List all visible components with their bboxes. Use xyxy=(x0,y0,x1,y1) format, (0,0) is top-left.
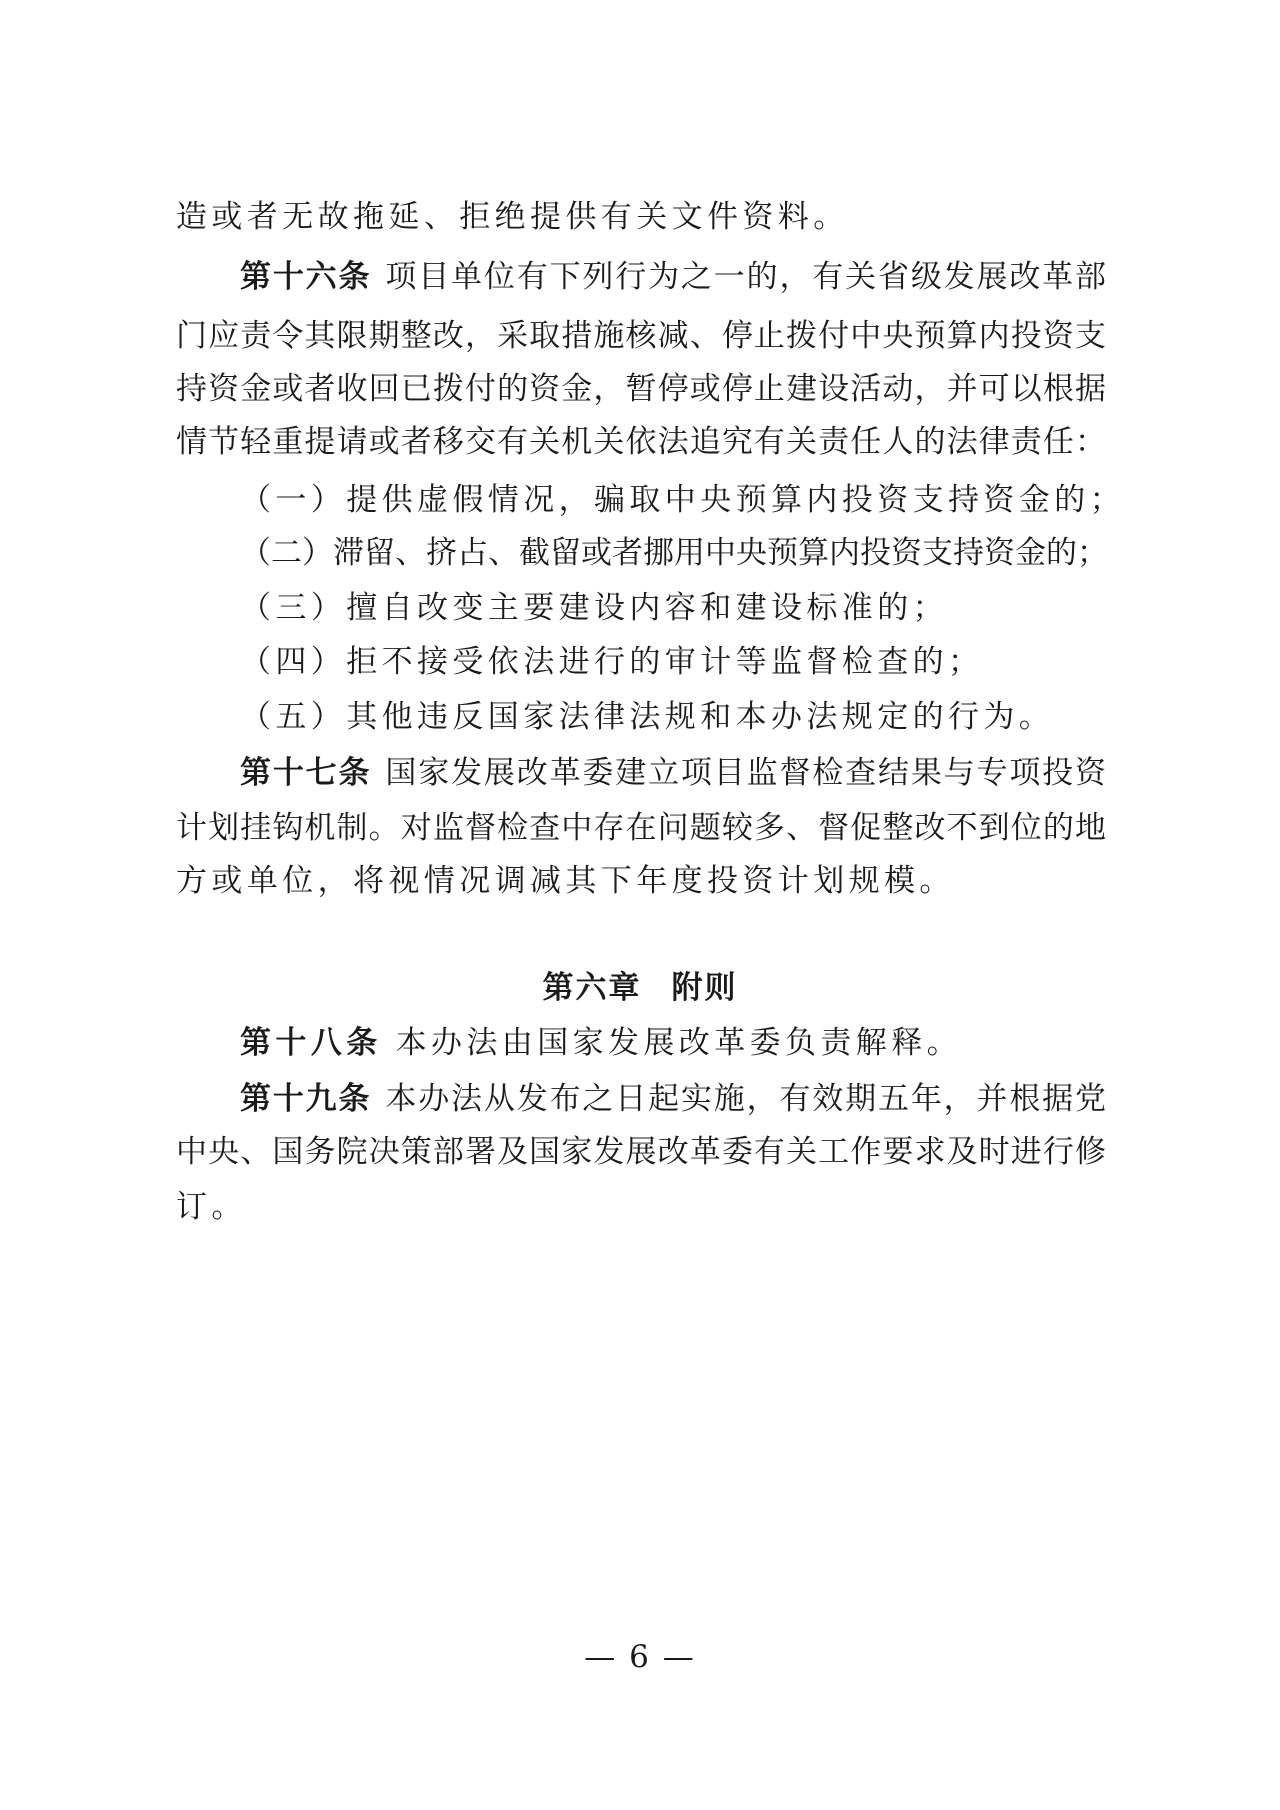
text-line: 项目单位有下列行为之一的，有关省级发展改革部 xyxy=(385,259,1107,295)
page-number: — 6 — xyxy=(584,1639,696,1675)
article-16-first-line xyxy=(240,257,1106,297)
text-line: 中央、国务院决策部署及国家发展改革委有关工作要求及时进行修 xyxy=(176,1134,1106,1170)
text-line: 本办法由国家发展改革委负责解释。 xyxy=(395,1025,963,1061)
text-line: 订。 xyxy=(176,1189,247,1225)
article-19-number: 第十九条 xyxy=(240,1081,372,1117)
article-17-number: 第十七条 xyxy=(240,755,372,791)
list-item: （四）拒不接受依法进行的审计等监督检查的； xyxy=(240,644,984,680)
article-19-first-line xyxy=(240,1079,1106,1119)
list-item: （三）擅自改变主要建设内容和建设标准的； xyxy=(240,590,948,626)
list-item: （一）提供虚假情况，骗取中央预算内投资支持资金的； xyxy=(240,482,1125,518)
text-line: 方或单位，将视情况调减其下年度投资计划规模。 xyxy=(176,863,955,899)
chapter-heading xyxy=(0,968,1280,1008)
article-18-number: 第十八条 xyxy=(240,1025,382,1061)
text-line: 门应责令其限期整改，采取措施核减、停止拨付中央预算内投资支 xyxy=(176,318,1106,354)
article-16-number: 第十六条 xyxy=(240,259,372,295)
text-line: 国家发展改革委建立项目监督检查结果与专项投资 xyxy=(385,755,1107,791)
text-line: 持资金或者收回已拨付的资金，暂停或停止建设活动，并可以根据 xyxy=(176,371,1106,407)
article-17-first-line xyxy=(240,753,1106,793)
text-line: 计划挂钩机制。对监督检查中存在问题较多、督促整改不到位的地 xyxy=(176,810,1106,846)
text-line: 本办法从发布之日起实施，有效期五年，并根据党 xyxy=(385,1081,1107,1117)
text-line: 情节轻重提请或者移交有关机关依法追究有关责任人的法律责任： xyxy=(176,424,1106,460)
chapter-title: 附则 xyxy=(671,970,738,1006)
text-line: 造或者无故拖延、拒绝提供有关文件资料。 xyxy=(176,199,849,235)
chapter-number: 第六章 xyxy=(542,970,642,1006)
article-18-line xyxy=(240,1023,1106,1063)
list-item: （二）滞留、挤占、截留或者挪用中央预算内投资支持资金的； xyxy=(240,535,1108,571)
list-item: （五）其他违反国家法律法规和本办法规定的行为。 xyxy=(240,699,1055,735)
